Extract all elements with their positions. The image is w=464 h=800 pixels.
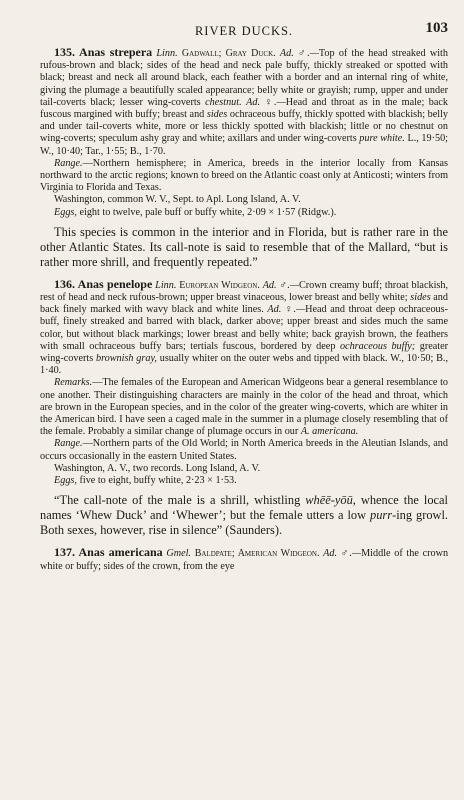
female-description-1: Head and throat as in the male; back fuscous margined with buffy; breast and bbox=[40, 96, 449, 121]
species-number: 135. bbox=[54, 45, 75, 59]
remarks-label: Remarks. bbox=[54, 377, 93, 389]
range-label: Range. bbox=[54, 157, 83, 169]
male-description: Top of the head streaked with rufous-brown and black; sides of the head and neck pale buffy, thickly streaked or spotted with black; breast and neck all around black, each feather with a border and an internal ring of white, giving the plumage a beautifully scaled appearance; belly white or grayish; rump, upper and under tail-coverts black; lesser wing-coverts bbox=[40, 48, 448, 108]
entry-135 bbox=[40, 46, 448, 270]
species-authority: Linn. bbox=[155, 279, 177, 291]
measurements: L., 19·50; W., 10·40; Tar., 1·55; B., 1·70. bbox=[40, 133, 449, 157]
species-number: 136. bbox=[54, 276, 75, 291]
large-remark-1: “The call-note of the male is a shrill, whistling bbox=[54, 493, 301, 508]
male-description-italic: sides bbox=[410, 292, 431, 304]
measurements: W., 10·50; B., 1·40. bbox=[40, 353, 448, 377]
large-remark: This species is common in the interior and in Florida, but is rather rare in the other Atlantic States. Its call-note is said to resemble that of the Mallard, “but is rather more shrill, and frequently repeated.” bbox=[40, 224, 448, 269]
eggs-text: eight to twelve, pale buff or buffy white, 2·09 × 1·57 (Ridgw.). bbox=[79, 206, 337, 218]
species-number: 137. bbox=[54, 545, 75, 560]
eggs-label: Eggs, bbox=[54, 475, 77, 487]
adult-male-label: Ad. ♂.— bbox=[279, 48, 319, 59]
large-remark-purr: purr bbox=[370, 508, 393, 523]
entry-136-heading-and-male bbox=[40, 278, 448, 378]
eggs-label: Eggs, bbox=[54, 206, 77, 218]
large-remark-3: -ing growl. Both sexes, however, rise in silence” (Saunders). bbox=[40, 508, 449, 538]
range-label: Range. bbox=[54, 438, 83, 450]
range-paragraph bbox=[40, 158, 448, 195]
adult-female-label: Ad. ♀.— bbox=[267, 304, 306, 316]
female-description-italic-2: pure white. bbox=[359, 133, 405, 145]
large-remark-2: whence the local names ‘Whew Duck’ and ‘Whewer’; but the female utters a low bbox=[40, 493, 448, 523]
species-name: Anas americana bbox=[78, 545, 163, 560]
species-authority: Gmel. bbox=[166, 548, 191, 560]
species-name: Anas strepera bbox=[79, 45, 153, 59]
male-description-2: and back finely marked with wavy black and white lines. bbox=[40, 292, 448, 316]
male-description-1: Crown creamy buff; throat blackish, rest of head and neck rufous-brown; upper breast vinaceous, lower breast and belly white; bbox=[40, 279, 449, 304]
common-names: Gadwall; Gray Duck. bbox=[181, 48, 276, 59]
range-text: —Northern parts of the Old World; in North America breeds in the Aleutian Islands, and occurs occasionally in the eastern United States. bbox=[40, 438, 448, 462]
female-description-italic-2: brownish gray, bbox=[95, 353, 157, 365]
adult-male-label: Ad. ♂.— bbox=[323, 548, 362, 560]
large-remark-call: whēē-yōū, bbox=[305, 493, 356, 508]
male-description-italic: chestnut. bbox=[205, 96, 242, 108]
page-number: 103 bbox=[425, 20, 448, 36]
entry-137 bbox=[40, 546, 448, 572]
running-title: RIVER DUCKS. bbox=[194, 24, 294, 38]
entry-136 bbox=[40, 278, 448, 538]
range-text: —Northern hemisphere; in America, breeds in the interior locally from Kansas northward to the arctic regions; known to breed on the Atlantic coast only at Anticosti; winters from Virginia to Florida and Texas. bbox=[40, 157, 448, 194]
eggs-text: five to eight, buffy white, 2·23 × 1·53. bbox=[79, 475, 237, 487]
female-description-3: usually whiter on the outer webs and tipped with black. bbox=[159, 353, 388, 365]
female-description-2: ochraceous buffy, thickly spotted with blackish; belly and under tail-coverts white, more or less thickly spotted with blackish; little or no chestnut on wing-coverts; speculum ashy gray and white; axillars and under wing-coverts bbox=[40, 109, 449, 145]
entry-137-heading bbox=[40, 546, 448, 572]
female-description-2: greater wing-coverts bbox=[40, 340, 449, 365]
adult-female-label: Ad. ♀.— bbox=[246, 96, 286, 108]
adult-male-label: Ad. ♂.— bbox=[262, 279, 299, 291]
species-name: Anas penelope bbox=[77, 276, 153, 291]
remarks-species: A. americana. bbox=[300, 426, 359, 438]
female-description-1: Head and throat deep ochraceous-buff, finely streaked and barred with black, darker above; upper breast and sides much the same color, but without black markings; lower breast and belly white; back grayish brown, the feathers with small ochraceous buffy bars; tertials fuscous, bordered by deep bbox=[40, 304, 448, 352]
records-paragraph: Washington, A. V., two records. Long Island, A. V. bbox=[54, 462, 261, 474]
records-paragraph: Washington, common W. V., Sept. to Apl. Long Island, A. V. bbox=[54, 194, 301, 206]
large-remark bbox=[40, 493, 448, 538]
common-names: European Widgeon. bbox=[179, 279, 260, 291]
male-description: Middle of the crown white or buffy; sides of the crown, from the eye bbox=[40, 548, 449, 572]
species-authority: Linn. bbox=[156, 48, 178, 59]
remarks-paragraph bbox=[40, 377, 448, 438]
female-description-italic-1: sides bbox=[206, 109, 228, 121]
female-description-italic-1: ochraceous buffy; bbox=[339, 340, 416, 352]
eggs-paragraph bbox=[40, 475, 448, 487]
common-names: Baldpate; American Widgeon. bbox=[194, 548, 320, 560]
remarks-text: —The females of the European and American Widgeons bear a general resemblance to one another. Their distinguishing characters are mainly in the color of the head and throat, which are brown in the European species, and in the color of the greater wing-coverts, which are whiter in the American bird. I have seen a caged male in the summer in a plumage closely resembling that of the female. Probably a similar change of plumage occurs in our bbox=[40, 377, 448, 438]
running-head bbox=[40, 18, 448, 40]
range-paragraph bbox=[40, 438, 448, 462]
entry-135-heading-and-male bbox=[40, 46, 448, 158]
eggs-paragraph bbox=[40, 207, 448, 219]
